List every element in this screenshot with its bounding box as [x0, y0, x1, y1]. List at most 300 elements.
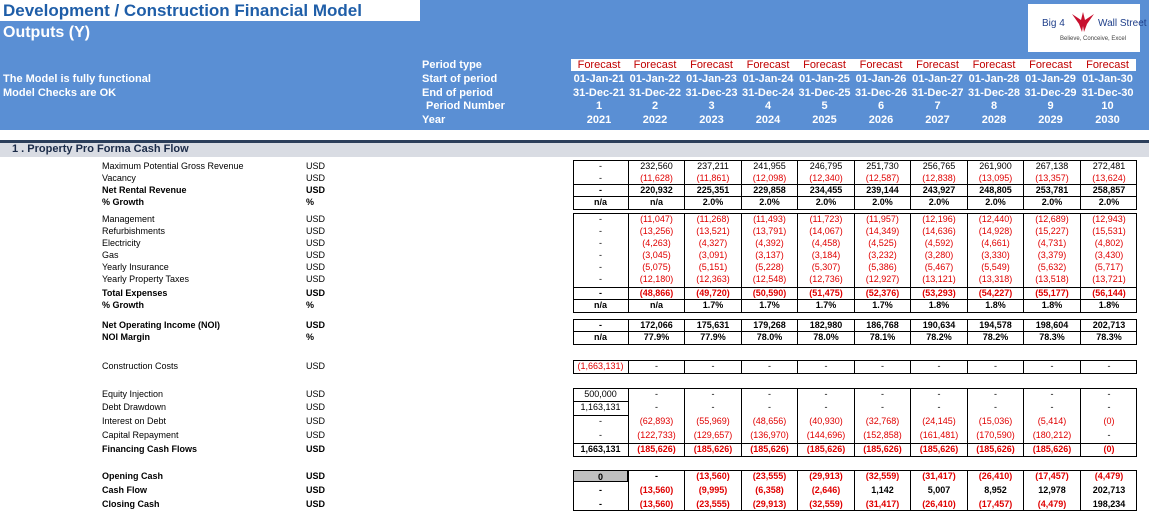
data-cell[interactable]: 78.3%	[1039, 332, 1065, 342]
data-cell[interactable]: (12,927)	[865, 274, 900, 284]
period-type-cell: Forecast	[966, 59, 1022, 71]
period-start-cell: 01-Jan-23	[686, 73, 737, 85]
data-cell[interactable]: (29,913)	[809, 471, 843, 481]
data-cell[interactable]: (12,736)	[809, 274, 843, 284]
cell-rule	[573, 415, 629, 416]
row-label: Electricity	[102, 238, 141, 248]
data-cell[interactable]: 256,765	[922, 161, 956, 171]
data-cell[interactable]: (29,913)	[752, 499, 787, 509]
data-cell[interactable]: -	[824, 402, 828, 412]
data-cell[interactable]: -	[599, 173, 602, 183]
data-cell[interactable]: (13,624)	[1092, 173, 1126, 183]
data-cell[interactable]: n/a	[649, 197, 663, 207]
data-cell[interactable]: -	[599, 250, 602, 260]
data-cell[interactable]: 198,234	[1092, 499, 1126, 509]
data-cell[interactable]: (11,047)	[640, 214, 673, 224]
data-cell[interactable]: (185,626)	[919, 444, 959, 454]
data-cell[interactable]: (53,293)	[922, 288, 956, 298]
data-cell[interactable]: 2.0%	[1041, 197, 1063, 207]
data-cell[interactable]: -	[768, 361, 771, 371]
data-cell[interactable]: (32,768)	[865, 416, 900, 426]
column-divider	[741, 470, 742, 511]
data-cell[interactable]: 2.0%	[1098, 197, 1120, 207]
data-cell[interactable]: (13,518)	[1035, 274, 1069, 284]
data-cell[interactable]: (54,227)	[978, 288, 1013, 298]
data-cell[interactable]: (4,525)	[868, 238, 897, 248]
data-cell[interactable]: (23,555)	[752, 471, 787, 481]
data-cell[interactable]: -	[599, 262, 602, 272]
data-cell[interactable]: 77.9%	[643, 332, 670, 342]
data-cell[interactable]: (11,723)	[809, 214, 843, 224]
data-cell[interactable]: -	[824, 361, 828, 371]
data-cell[interactable]: (0)	[1103, 444, 1115, 454]
data-cell[interactable]: 241,955	[753, 161, 786, 171]
data-cell[interactable]: 243,927	[922, 185, 956, 195]
data-cell[interactable]: (5,632)	[1037, 262, 1067, 272]
data-cell[interactable]: 202,713	[1092, 320, 1126, 330]
data-cell[interactable]: (23,555)	[696, 499, 730, 509]
column-divider	[854, 213, 855, 313]
data-cell[interactable]: (4,392)	[755, 238, 784, 248]
column-divider	[1023, 388, 1024, 457]
data-cell[interactable]: (13,121)	[922, 274, 956, 284]
data-cell[interactable]: 234,455	[809, 185, 843, 195]
data-cell[interactable]: (4,802)	[1094, 238, 1124, 248]
data-cell[interactable]: (31,417)	[865, 499, 900, 509]
data-cell[interactable]: (185,626)	[863, 444, 902, 454]
data-cell[interactable]: 1,142	[871, 485, 894, 495]
period-type-cell: Forecast	[627, 59, 683, 71]
data-cell[interactable]: (5,549)	[981, 262, 1010, 272]
period-number-cell: 8	[990, 100, 998, 112]
data-cell[interactable]: (5,228)	[755, 262, 784, 272]
period-year-cell: 2022	[642, 114, 668, 126]
data-cell[interactable]: 251,730	[866, 161, 899, 171]
data-cell[interactable]: (11,493)	[753, 214, 786, 224]
data-cell[interactable]: (3,330)	[981, 250, 1010, 260]
row-label: Gas	[102, 250, 119, 260]
summary-rule	[573, 443, 1137, 444]
data-cell[interactable]: 1.8%	[985, 300, 1006, 310]
data-cell[interactable]: (15,531)	[1092, 226, 1126, 236]
data-cell[interactable]: (12,943)	[1092, 214, 1126, 224]
period-type-cell: Forecast	[796, 59, 853, 71]
data-cell[interactable]: (3,379)	[1037, 250, 1067, 260]
data-cell[interactable]: (56,144)	[1092, 288, 1126, 298]
data-cell[interactable]: (15,036)	[978, 416, 1013, 426]
period-type-cell: Forecast	[1022, 59, 1079, 71]
data-cell[interactable]: -	[599, 214, 602, 224]
row-unit: USD	[306, 262, 326, 272]
data-cell[interactable]: (24,145)	[922, 416, 956, 426]
data-cell[interactable]: (12,196)	[922, 214, 956, 224]
data-cell[interactable]: (13,791)	[752, 226, 787, 236]
data-cell[interactable]: (3,280)	[924, 250, 954, 260]
column-divider	[797, 213, 798, 313]
data-cell[interactable]: 78.3%	[1096, 332, 1122, 342]
data-cell[interactable]: (0)	[1103, 416, 1115, 426]
row-unit: %	[306, 197, 315, 207]
data-cell[interactable]: (3,091)	[698, 250, 728, 260]
data-cell[interactable]: (3,184)	[811, 250, 841, 260]
data-cell[interactable]: (185,626)	[637, 444, 676, 454]
data-cell[interactable]: (17,457)	[978, 499, 1013, 509]
data-cell[interactable]: 1,163,131	[580, 402, 621, 412]
data-cell[interactable]: 186,768	[866, 320, 899, 330]
data-cell[interactable]: (4,263)	[642, 238, 671, 248]
data-cell[interactable]: (3,045)	[642, 250, 671, 260]
data-cell[interactable]: 194,578	[979, 320, 1012, 330]
data-cell[interactable]: (12,180)	[639, 274, 674, 284]
data-cell[interactable]: (26,410)	[922, 499, 956, 509]
data-cell[interactable]: (4,479)	[1037, 499, 1067, 509]
row-unit: USD	[306, 361, 326, 371]
data-cell[interactable]: (32,559)	[809, 499, 843, 509]
data-cell[interactable]: (14,067)	[809, 226, 843, 236]
table-block	[573, 388, 1137, 457]
data-cell[interactable]: (136,970)	[750, 430, 789, 440]
data-cell[interactable]: 248,805	[979, 185, 1012, 195]
row-label: Capital Repayment	[102, 430, 179, 440]
data-cell[interactable]: -	[599, 185, 602, 195]
data-cell[interactable]: (32,559)	[865, 471, 900, 481]
data-cell[interactable]: (185,626)	[806, 444, 846, 454]
data-cell[interactable]: 239,144	[866, 185, 899, 195]
data-cell[interactable]: 258,857	[1092, 185, 1126, 195]
data-cell[interactable]: 2.0%	[702, 197, 724, 207]
data-cell[interactable]: -	[599, 485, 602, 495]
period-year-cell: 2025	[812, 114, 837, 126]
data-cell[interactable]: -	[881, 361, 884, 371]
data-cell[interactable]: 253,781	[1035, 185, 1069, 195]
data-cell[interactable]: (50,590)	[752, 288, 787, 298]
data-cell[interactable]: (5,151)	[698, 262, 728, 272]
period-start-cell: 01-Jan-30	[1082, 73, 1133, 85]
data-cell[interactable]: (12,838)	[922, 173, 956, 183]
data-cell[interactable]: 500,000	[584, 389, 617, 399]
data-cell[interactable]: (55,177)	[1035, 288, 1069, 298]
data-cell[interactable]: -	[768, 389, 771, 399]
column-divider	[854, 319, 855, 345]
data-cell[interactable]: (5,307)	[811, 262, 841, 272]
data-cell[interactable]: 2.0%	[928, 197, 950, 207]
data-cell[interactable]: (13,721)	[1092, 274, 1126, 284]
data-cell[interactable]: (15,227)	[1035, 226, 1069, 236]
row-unit: USD	[306, 485, 326, 495]
data-cell[interactable]: 267,138	[1035, 161, 1069, 171]
data-cell[interactable]: (11,861)	[696, 173, 730, 183]
data-cell[interactable]: 202,713	[1092, 485, 1126, 495]
data-cell[interactable]: -	[1107, 402, 1111, 412]
data-cell[interactable]: (161,481)	[919, 430, 959, 440]
data-cell[interactable]: -	[1050, 389, 1054, 399]
data-cell[interactable]: 2.0%	[872, 197, 893, 207]
period-number-cell: 3	[708, 100, 715, 112]
period-type-cell: Forecast	[909, 59, 966, 71]
data-cell[interactable]: -	[881, 389, 884, 399]
data-cell[interactable]: (12,548)	[752, 274, 787, 284]
data-cell[interactable]: 261,900	[979, 161, 1012, 171]
data-cell[interactable]: 0	[573, 470, 628, 482]
column-divider	[628, 470, 629, 511]
data-cell[interactable]: n/a	[593, 332, 607, 342]
data-cell[interactable]: -	[881, 402, 884, 412]
data-cell[interactable]: (40,930)	[809, 416, 843, 426]
data-cell[interactable]: (31,417)	[922, 471, 956, 481]
data-cell[interactable]: (12,363)	[696, 274, 730, 284]
data-cell[interactable]: (12,689)	[1035, 214, 1069, 224]
data-cell[interactable]: (1,663,131)	[577, 361, 624, 371]
data-cell[interactable]: 229,858	[753, 185, 786, 195]
row-label: Interest on Debt	[102, 416, 167, 426]
row-label: Yearly Property Taxes	[102, 274, 190, 284]
data-cell[interactable]: (4,327)	[698, 238, 728, 248]
data-cell[interactable]: -	[711, 389, 715, 399]
data-cell[interactable]: 246,795	[809, 161, 843, 171]
model-title: Development / Construction Financial Model	[3, 1, 362, 20]
data-cell[interactable]: 2.0%	[759, 197, 780, 207]
data-cell[interactable]: (14,636)	[922, 226, 956, 236]
logo-brand-left: Big 4	[1042, 18, 1065, 29]
row-label: Refurbishments	[102, 226, 166, 236]
data-cell[interactable]: -	[768, 402, 771, 412]
data-cell[interactable]: (3,232)	[868, 250, 897, 260]
data-cell[interactable]: (51,475)	[809, 288, 843, 298]
data-cell[interactable]: -	[599, 274, 602, 284]
data-cell[interactable]: -	[994, 402, 997, 412]
row-label: Construction Costs	[102, 361, 179, 371]
data-cell[interactable]: n/a	[593, 197, 607, 207]
data-cell[interactable]: -	[1050, 361, 1054, 371]
data-cell[interactable]: (170,590)	[976, 430, 1015, 440]
data-cell[interactable]: 2.0%	[985, 197, 1006, 207]
period-number-cell: 5	[821, 100, 828, 112]
column-divider	[628, 213, 629, 313]
data-cell[interactable]: -	[599, 238, 602, 248]
data-cell[interactable]: 1.7%	[759, 300, 780, 310]
data-cell[interactable]: 1,663,131	[580, 444, 621, 454]
column-divider	[684, 470, 685, 511]
data-cell[interactable]: (14,928)	[978, 226, 1013, 236]
data-cell[interactable]: (49,720)	[696, 288, 730, 298]
data-cell[interactable]: (152,858)	[863, 430, 902, 440]
data-cell[interactable]: (4,661)	[981, 238, 1010, 248]
summary-rule	[573, 196, 1137, 197]
data-cell[interactable]: (2,646)	[811, 485, 841, 495]
data-cell[interactable]: -	[599, 499, 602, 509]
data-cell[interactable]: (11,957)	[866, 214, 899, 224]
row-label: % Growth	[102, 300, 144, 310]
row-unit: USD	[306, 288, 326, 298]
data-cell[interactable]: -	[599, 430, 602, 440]
data-cell[interactable]: -	[599, 161, 602, 171]
column-divider	[797, 388, 798, 457]
column-divider	[684, 388, 685, 457]
data-cell[interactable]: (4,592)	[924, 238, 954, 248]
data-cell[interactable]: (3,430)	[1094, 250, 1124, 260]
column-divider	[967, 470, 968, 511]
data-cell[interactable]: 2.0%	[815, 197, 837, 207]
period-type-cell: Forecast	[1079, 59, 1136, 71]
data-cell[interactable]: (48,866)	[639, 288, 674, 298]
column-divider	[1023, 470, 1024, 511]
column-divider	[910, 388, 911, 457]
data-cell[interactable]: (48,656)	[752, 416, 787, 426]
data-cell[interactable]: (129,657)	[693, 430, 733, 440]
data-cell[interactable]: (3,137)	[755, 250, 784, 260]
data-cell[interactable]: (13,521)	[696, 226, 730, 236]
data-cell[interactable]: (13,560)	[639, 499, 674, 509]
data-cell[interactable]: -	[824, 389, 828, 399]
data-cell[interactable]: -	[655, 402, 658, 412]
data-cell[interactable]: (13,095)	[978, 173, 1013, 183]
column-divider	[741, 388, 742, 457]
data-cell[interactable]: (144,696)	[806, 430, 846, 440]
column-divider	[854, 388, 855, 457]
data-cell[interactable]: 175,631	[696, 320, 730, 330]
data-cell[interactable]: 232,560	[640, 161, 673, 171]
data-cell[interactable]: -	[1107, 361, 1111, 371]
data-cell[interactable]: 272,481	[1092, 161, 1126, 171]
data-cell[interactable]: (12,340)	[809, 173, 843, 183]
data-cell[interactable]: 1.8%	[1041, 300, 1063, 310]
data-cell[interactable]: -	[599, 226, 602, 236]
data-cell[interactable]: 1.7%	[815, 300, 837, 310]
data-cell[interactable]: -	[711, 361, 715, 371]
data-cell[interactable]: 237,211	[697, 161, 729, 171]
logo-brand-right: Wall Street	[1098, 18, 1147, 29]
column-divider	[854, 470, 855, 511]
year-label: Year	[422, 114, 446, 126]
data-cell[interactable]: 78.0%	[813, 332, 839, 342]
row-label: Management	[102, 214, 155, 224]
data-cell[interactable]: (185,626)	[976, 444, 1015, 454]
column-divider	[910, 319, 911, 345]
data-cell[interactable]: (4,479)	[1094, 471, 1124, 481]
data-cell[interactable]: -	[937, 361, 941, 371]
data-cell[interactable]: (17,457)	[1035, 471, 1069, 481]
data-cell[interactable]: -	[994, 361, 997, 371]
data-cell[interactable]: 77.9%	[700, 332, 726, 342]
period-year-cell: 2026	[868, 114, 894, 126]
data-cell[interactable]: (180,212)	[1032, 430, 1072, 440]
row-unit: USD	[306, 185, 326, 195]
data-cell[interactable]: -	[599, 288, 602, 298]
data-cell[interactable]: -	[937, 402, 941, 412]
data-cell[interactable]: 5,007	[927, 485, 951, 495]
data-cell[interactable]: (62,893)	[639, 416, 674, 426]
data-cell[interactable]: 1.7%	[702, 300, 724, 310]
data-cell[interactable]: (12,098)	[752, 173, 787, 183]
data-cell[interactable]: (5,075)	[642, 262, 671, 272]
data-cell[interactable]: (11,268)	[696, 214, 730, 224]
data-cell[interactable]: (13,256)	[639, 226, 674, 236]
data-cell[interactable]: (14,349)	[865, 226, 900, 236]
data-cell[interactable]: (122,733)	[637, 430, 676, 440]
data-cell[interactable]: 1.8%	[928, 300, 950, 310]
data-cell[interactable]: (5,467)	[924, 262, 954, 272]
period-end-cell: 31-Dec-28	[968, 87, 1020, 99]
data-cell[interactable]: 78.0%	[756, 332, 783, 342]
data-cell[interactable]: 8,952	[984, 485, 1007, 495]
data-cell[interactable]: 78.2%	[926, 332, 952, 342]
data-cell[interactable]: 78.1%	[869, 332, 896, 342]
column-divider	[910, 213, 911, 313]
data-cell[interactable]: (4,458)	[811, 238, 841, 248]
data-cell[interactable]: 1.7%	[872, 300, 893, 310]
data-cell[interactable]: n/a	[593, 300, 607, 310]
data-cell[interactable]: (55,969)	[696, 416, 730, 426]
data-cell[interactable]: 182,980	[809, 320, 843, 330]
data-cell[interactable]: (12,440)	[978, 214, 1013, 224]
data-cell[interactable]: (13,318)	[978, 274, 1013, 284]
period-start-cell: 01-Jan-28	[968, 73, 1020, 85]
data-cell[interactable]: (6,358)	[755, 485, 784, 495]
data-cell[interactable]: (52,376)	[865, 288, 900, 298]
data-cell[interactable]: (4,731)	[1037, 238, 1067, 248]
data-cell[interactable]: (185,626)	[750, 444, 789, 454]
data-cell[interactable]: (11,628)	[640, 173, 673, 183]
data-cell[interactable]: (13,560)	[639, 485, 674, 495]
data-cell[interactable]: (185,626)	[693, 444, 733, 454]
row-unit: %	[306, 332, 315, 342]
data-cell[interactable]: 78.2%	[982, 332, 1009, 342]
period-year-cell: 2027	[925, 114, 950, 126]
row-unit: USD	[306, 274, 326, 284]
data-cell[interactable]: 1.8%	[1098, 300, 1120, 310]
data-cell[interactable]: (26,410)	[978, 471, 1013, 481]
data-cell[interactable]: (5,386)	[868, 262, 897, 272]
data-cell[interactable]: (5,717)	[1094, 262, 1124, 272]
data-cell[interactable]: -	[655, 471, 658, 481]
period-year-cell: 2030	[1095, 114, 1120, 126]
data-cell[interactable]: -	[1050, 402, 1054, 412]
data-cell[interactable]: -	[1107, 430, 1111, 440]
data-cell[interactable]: (9,995)	[698, 485, 728, 495]
data-cell[interactable]: 172,066	[640, 320, 673, 330]
period-start-cell: 01-Jan-27	[912, 73, 963, 85]
data-cell[interactable]: (185,626)	[1032, 444, 1072, 454]
row-unit: USD	[306, 226, 326, 236]
row-unit: USD	[306, 238, 326, 248]
data-cell[interactable]: 12,978	[1038, 485, 1066, 495]
data-cell[interactable]: (12,587)	[865, 173, 900, 183]
row-label: Maximum Potential Gross Revenue	[102, 161, 244, 171]
data-cell[interactable]: 198,604	[1035, 320, 1069, 330]
data-cell[interactable]: (13,560)	[696, 471, 730, 481]
period-number-cell: 2	[651, 100, 659, 112]
data-cell[interactable]: 179,268	[753, 320, 786, 330]
page-subtitle: Outputs (Y)	[3, 24, 91, 41]
row-label: Yearly Insurance	[102, 262, 169, 272]
data-cell[interactable]: -	[599, 320, 602, 330]
data-cell[interactable]: -	[937, 389, 941, 399]
row-unit: USD	[306, 173, 326, 183]
data-cell[interactable]: 190,634	[922, 320, 956, 330]
data-cell[interactable]: -	[1107, 389, 1111, 399]
data-cell[interactable]: (13,357)	[1035, 173, 1069, 183]
data-cell[interactable]: -	[599, 416, 602, 426]
data-cell[interactable]: 220,932	[640, 185, 673, 195]
data-cell[interactable]: 225,351	[696, 185, 730, 195]
data-cell[interactable]: n/a	[649, 300, 663, 310]
data-cell[interactable]: -	[994, 389, 997, 399]
data-cell[interactable]: -	[655, 361, 658, 371]
data-cell[interactable]: (5,414)	[1037, 416, 1067, 426]
data-cell[interactable]: -	[655, 389, 658, 399]
data-cell[interactable]: -	[711, 402, 715, 412]
end-period-label: End of period	[422, 87, 493, 99]
